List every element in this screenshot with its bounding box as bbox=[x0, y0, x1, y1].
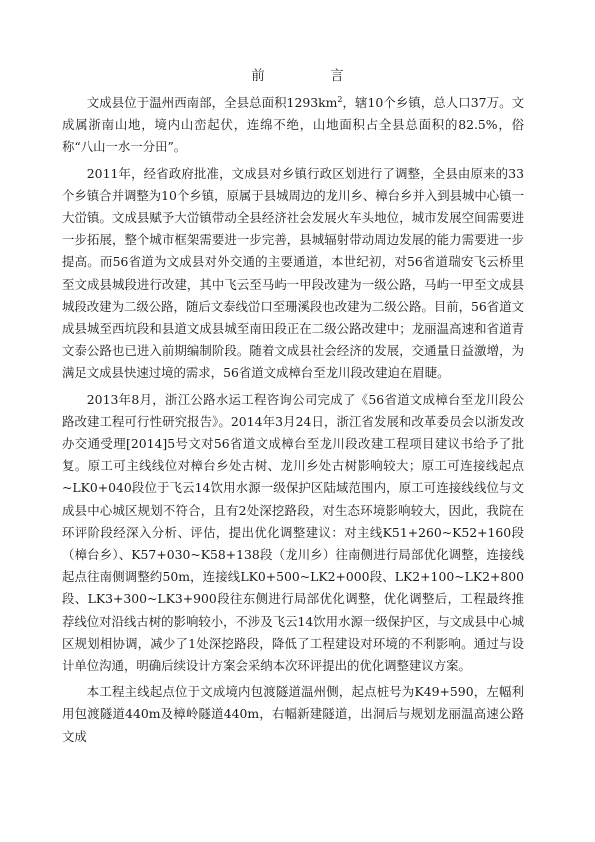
area-unit-superscript: 2 bbox=[337, 94, 343, 104]
paragraph-1 bbox=[62, 92, 524, 159]
paragraph-3: 2013年8月，浙江公路水运工程咨询公司完成了《56省道文成樟台至龙川段公路改建工程可行性研究报告》。2014年3月24日，浙江省发展和改革委员会以浙发改办交通受理[2014]5号文对56省道文成樟台至龙川段改建工程项目建议书给予了批复。原工可主线线位对樟台乡处古树、龙川乡处古树影响较大；原工可连接线起点~LK0+040段位于飞云14饮用水源一级保护区陆域范围内，原工可连接线线位与文成县中心城区规划不符合，且有2处深挖路段，对生态环境影响较大，因此，我院在环评阶段经深入分析、评估，提出优化调整建议：对主线K51+260~K52+160段（樟台乡）、K57+030~K58+138段（龙川乡）往南侧进行局部优化调整，连接线起点往南侧调整约50m，连接线LK0+500~LK2+000段、LK2+100~LK2+800段、LK3+300~LK3+900段往东侧进行局部优化调整，优化调整后，工程最终推荐线位对沿线古树的影响较小，不涉及飞云14饮用水源一级保护区，与文成县中心城区规划相协调，减少了1处深挖路段，降低了工程建设对环境的不利影响。通过与设计单位沟通，明确后续设计方案会采纳本次环评提出的优化调整建议方案。 bbox=[62, 391, 524, 674]
paragraph-1-text-b: ，辖10个乡镇，总人口37万。文成属浙南山地，境内山峦起伏，连绵不绝，山地面积占全县总面积的82.5%，俗称“八山一水一分田”。 bbox=[62, 95, 524, 155]
paragraph-4: 本工程主线起点位于文成境内包渡隧道温州侧，起点桩号为K49+590，左幅利用包渡隧道440m及樟岭隧道440m，右幅新建隧道，出洞后与规划龙丽温高速公路文成 bbox=[62, 684, 524, 744]
document-body bbox=[62, 92, 524, 748]
page-title: 前 言 bbox=[251, 68, 370, 84]
paragraph-1-text-a: 文成县位于温州西南部，全县总面积1293km bbox=[86, 95, 338, 110]
paragraph-2: 2011年，经省政府批准，文成县对乡镇行政区划进行了调整，全县由原来的33个乡镇合并调整为10个乡镇，原属于县城周边的龙川乡、樟台乡并入到县城中心镇一大峃镇。文成县赋予大峃镇带动全县经济社会发展火车头地位，城市发展空间需要进一步拓展，整个城市框架需要进一步完善，县城辐射带动周边发展的能力需要进一步提高。而56省道为文成县对外交通的主要通道，本世纪初，对56省道瑞安飞云桥里至文成县城段进行改建，其中飞云至马屿一甲段改建为一级公路，马屿一甲至文成县城段改建为二级公路，随后文泰线峃口至珊溪段也改建为二级公路。目前，56省道文成县城至西坑段和县道文成县城至南田段正在二级公路改建中；龙丽温高速和省道青文泰公路也已进入前期编制阶段。随着文成县社会经济的发展，交通量日益激增，为满足文成县快速过境的需求，56省道文成樟台至龙川段改建迫在眉睫。 bbox=[62, 165, 524, 381]
